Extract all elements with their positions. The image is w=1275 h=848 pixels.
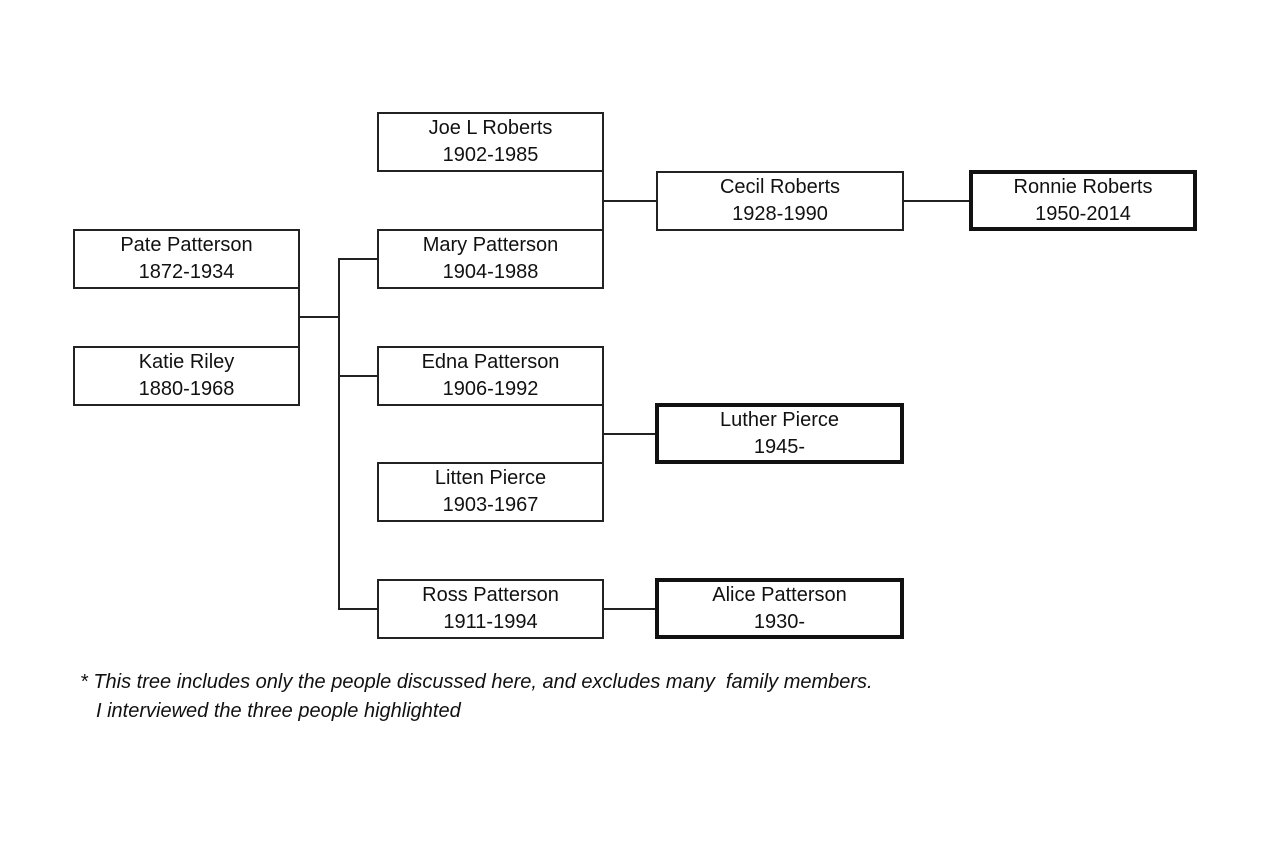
- person-name: Ronnie Roberts: [1013, 175, 1153, 198]
- connector-to-ross: [338, 608, 379, 610]
- person-years: 1950-2014: [1035, 202, 1131, 225]
- person-mary-patterson: [377, 229, 604, 289]
- person-pate-patterson: [73, 229, 300, 289]
- person-years: 1880-1968: [138, 378, 235, 400]
- person-luther-pierce-highlighted: [655, 403, 904, 464]
- person-name: Ross Patterson: [422, 584, 559, 606]
- person-name: Luther Pierce: [720, 408, 839, 431]
- connector-to-cecil: [603, 200, 658, 202]
- person-name: Edna Patterson: [421, 351, 560, 373]
- connector-couple-to-children: [299, 316, 339, 318]
- connector-pate-katie-vertical: [298, 288, 300, 348]
- connector-ross-alice: [603, 608, 657, 610]
- footnote-line-2: I interviewed the three people highlighted: [96, 700, 461, 722]
- connector-cecil-ronnie: [903, 200, 971, 202]
- person-alice-patterson-highlighted: [655, 578, 904, 639]
- person-years: 1911-1994: [443, 611, 538, 633]
- person-name: Cecil Roberts: [719, 176, 841, 198]
- person-ronnie-roberts-highlighted: [969, 170, 1197, 231]
- person-years: 1904-1988: [442, 261, 539, 283]
- person-cecil-roberts: [656, 171, 904, 231]
- person-years: 1872-1934: [138, 261, 235, 283]
- person-katie-riley: [73, 346, 300, 406]
- person-edna-patterson: [377, 346, 604, 406]
- footnote-line-1: * This tree includes only the people discussed here, and excludes many family members.: [80, 671, 873, 693]
- person-years: 1945-: [753, 435, 806, 458]
- person-name: Mary Patterson: [422, 234, 559, 256]
- person-years: 1902-1985: [442, 144, 539, 166]
- connector-to-mary: [338, 258, 379, 260]
- connector-to-edna: [338, 375, 379, 377]
- person-name: Alice Patterson: [712, 583, 847, 606]
- person-litten-pierce: [377, 462, 604, 522]
- person-name: Pate Patterson: [120, 234, 253, 256]
- person-years: 1930-: [753, 610, 806, 633]
- person-years: 1903-1967: [442, 494, 539, 516]
- person-years: 1906-1992: [442, 378, 539, 400]
- connector-children-trunk: [338, 259, 340, 610]
- person-name: Joe L Roberts: [428, 117, 553, 139]
- person-ross-patterson: [377, 579, 604, 639]
- person-years: 1928-1990: [732, 203, 828, 225]
- connector-to-luther: [603, 433, 657, 435]
- person-name: Litten Pierce: [434, 467, 547, 489]
- person-name: Katie Riley: [138, 351, 235, 373]
- person-joe-l-roberts: [377, 112, 604, 172]
